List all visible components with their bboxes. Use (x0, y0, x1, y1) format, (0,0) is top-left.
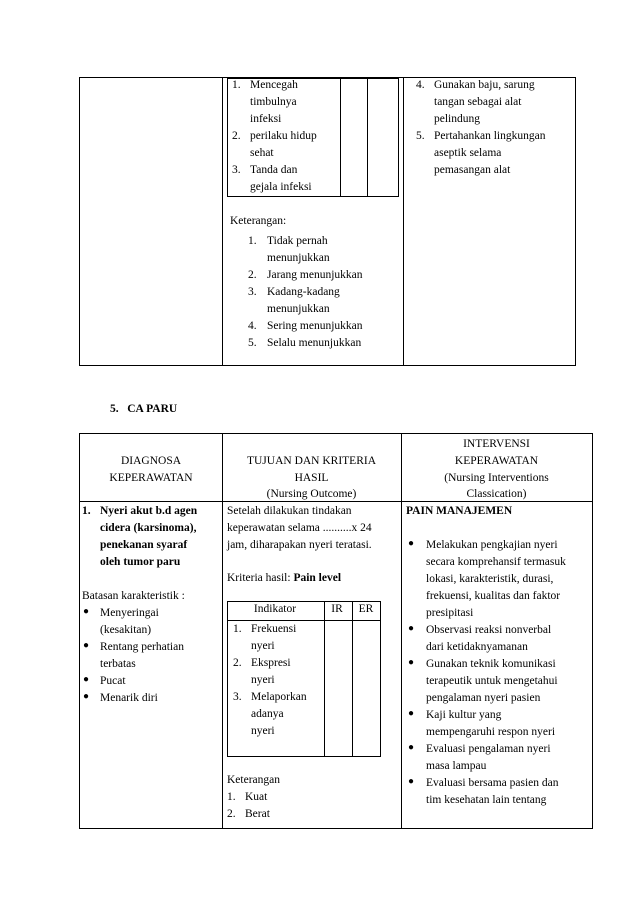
intervention-text: pemasangan alat (434, 164, 511, 176)
header-tujuan: TUJUAN DAN KRITERIA (246, 455, 377, 467)
intervention-item: Gunakan teknik komunikasi (426, 658, 556, 670)
indicator-text: nyeri (251, 725, 275, 737)
outcome-num-2: 2. (232, 130, 241, 142)
kriteria-value: Pain level (293, 572, 342, 584)
inner-divider (367, 79, 368, 196)
diagnosis-text: oleh tumor paru (100, 556, 181, 568)
bullet-icon: ● (83, 606, 90, 617)
outcome-text: Tanda dan (250, 164, 298, 176)
intervention-text: tangan sebagai alat (434, 96, 522, 108)
col-divider (403, 78, 404, 365)
col-divider (222, 78, 223, 365)
intervention-item: dari ketidaknyamanan (426, 641, 528, 653)
indicator-num: 1. (233, 623, 242, 635)
kriteria-hasil (227, 570, 341, 587)
bullet-icon: ● (83, 640, 90, 651)
outcome-text: Setelah dilakukan tindakan (227, 505, 352, 517)
keterangan-num: 1. (227, 791, 236, 803)
intervention-item: lokasi, karakteristik, durasi, (426, 573, 554, 585)
bullet-icon: ● (83, 674, 90, 685)
intervention-item: Evaluasi bersama pasien dan (426, 777, 559, 789)
keterangan-text: Sering menunjukkan (267, 320, 363, 332)
batasan-item: Menarik diri (100, 692, 158, 704)
indicator-num: 3. (233, 691, 242, 703)
inner-divider (324, 602, 325, 756)
batasan-item: Rentang perhatian (100, 641, 184, 653)
intervention-text: Gunakan baju, sarung (434, 79, 535, 91)
bullet-icon: ● (408, 623, 415, 634)
intervention-item: tim kesehatan lain tentang (426, 794, 547, 806)
intervention-item: frekuensi, kualitas dan faktor (426, 590, 561, 602)
header-intervensi-sub: (Nursing Interventions (444, 472, 549, 484)
inner-divider (352, 602, 353, 756)
indicator-text: nyeri (251, 640, 275, 652)
keterangan-text: Jarang menunjukkan (267, 269, 363, 281)
intervention-item: presipitasi (426, 607, 474, 619)
header-tujuan: HASIL (294, 472, 329, 484)
header-diagnosa: DIAGNOSA (120, 455, 182, 467)
outcome-text: timbulnya (250, 96, 297, 108)
intervention-num: 4. (416, 79, 425, 91)
batasan-item: terbatas (100, 658, 136, 670)
batasan-item: Pucat (100, 675, 126, 687)
outcome-text: gejala infeksi (250, 181, 312, 193)
main-table (79, 433, 593, 829)
indicator-text: Frekuensi (251, 623, 297, 635)
outcome-text: jam, diharapakan nyeri teratasi. (227, 539, 372, 551)
bullet-icon: ● (83, 691, 90, 702)
keterangan-num: 2. (248, 269, 257, 281)
bullet-icon: ● (408, 742, 415, 753)
batasan-item: (kesakitan) (100, 624, 152, 636)
intervention-title: PAIN MANAJEMEN (406, 505, 513, 517)
indicator-text: nyeri (251, 674, 275, 686)
keterangan-num: 3. (248, 286, 257, 298)
keterangan-num: 4. (248, 320, 257, 332)
intervention-item: pengalaman nyeri pasien (426, 692, 541, 704)
keterangan-num: 1. (248, 235, 257, 247)
bullet-icon: ● (408, 708, 415, 719)
keterangan-text: Tidak pernah (267, 235, 328, 247)
indicator-text: Ekspresi (251, 657, 291, 669)
intervention-item: secara komprehansif termasuk (426, 556, 566, 568)
outcome-num-1: 1. (232, 79, 241, 91)
intervention-item: Kaji kultur yang (426, 709, 502, 721)
keterangan-num: 2. (227, 808, 236, 820)
indicator-text: adanya (251, 708, 284, 720)
outcome-num-3: 3. (232, 164, 241, 176)
bullet-icon: ● (408, 657, 415, 668)
indicator-num: 2. (233, 657, 242, 669)
keterangan-text: Kuat (245, 791, 268, 803)
ir-header: IR (331, 603, 343, 615)
outcome-text: keperawatan selama ..........x 24 (227, 522, 372, 534)
keterangan-text: Kadang-kadang (267, 286, 340, 298)
keterangan-text: menunjukkan (267, 252, 330, 264)
diagnosis-num: 1. (82, 505, 91, 517)
intervention-item: Evaluasi pengalaman nyeri (426, 743, 551, 755)
bullet-icon: ● (408, 776, 415, 787)
outcome-text: perilaku hidup (250, 130, 317, 142)
header-intervensi-sub: Classication) (466, 488, 527, 500)
intervention-item: Melakukan pengkajian nyeri (426, 539, 558, 551)
keterangan-text: menunjukkan (267, 303, 330, 315)
inner-divider (340, 79, 341, 196)
intervention-text: pelindung (434, 113, 480, 125)
keterangan-label: Keterangan: (230, 215, 287, 227)
header-diagnosa: KEPERAWATAN (109, 472, 193, 484)
keterangan-num: 5. (248, 337, 257, 349)
intervention-num: 5. (416, 130, 425, 142)
diagnosis-text: cidera (karsinoma), (100, 522, 197, 534)
batasan-item: Menyeringai (100, 607, 159, 619)
outcome-text: sehat (250, 147, 274, 159)
intervention-text: Pertahankan lingkungan (434, 130, 546, 142)
top-table (79, 77, 576, 366)
batasan-label: Batasan karakteristik : (82, 590, 185, 602)
outcome-text: infeksi (250, 113, 282, 125)
keterangan-text: Berat (245, 808, 270, 820)
intervention-item: terapeutik untuk mengetahui (426, 675, 558, 687)
intervention-text: aseptik selama (434, 147, 502, 159)
intervention-item: Observasi reaksi nonverbal (426, 624, 552, 636)
outcome-text: Mencegah (250, 79, 298, 91)
indicator-text: Melaporkan (251, 691, 307, 703)
diagnosis-text: Nyeri akut b.d agen (100, 505, 198, 517)
kriteria-label: Kriteria hasil: (227, 572, 291, 584)
header-intervensi: INTERVENSI (463, 438, 530, 450)
indicator-header: Indikator (253, 603, 297, 615)
diagnosis-text: penekanan syaraf (100, 539, 188, 551)
er-header: ER (358, 603, 374, 615)
header-intervensi: KEPERAWATAN (454, 455, 539, 467)
bullet-icon: ● (408, 538, 415, 549)
section-title: 5. CA PARU (110, 403, 178, 415)
intervention-item: mempengaruhi respon nyeri (426, 726, 556, 738)
keterangan-label: Keterangan (227, 774, 280, 786)
intervention-item: masa lampau (426, 760, 487, 772)
header-tujuan-sub: (Nursing Outcome) (266, 488, 357, 500)
keterangan-text: Selalu menunjukkan (267, 337, 362, 349)
